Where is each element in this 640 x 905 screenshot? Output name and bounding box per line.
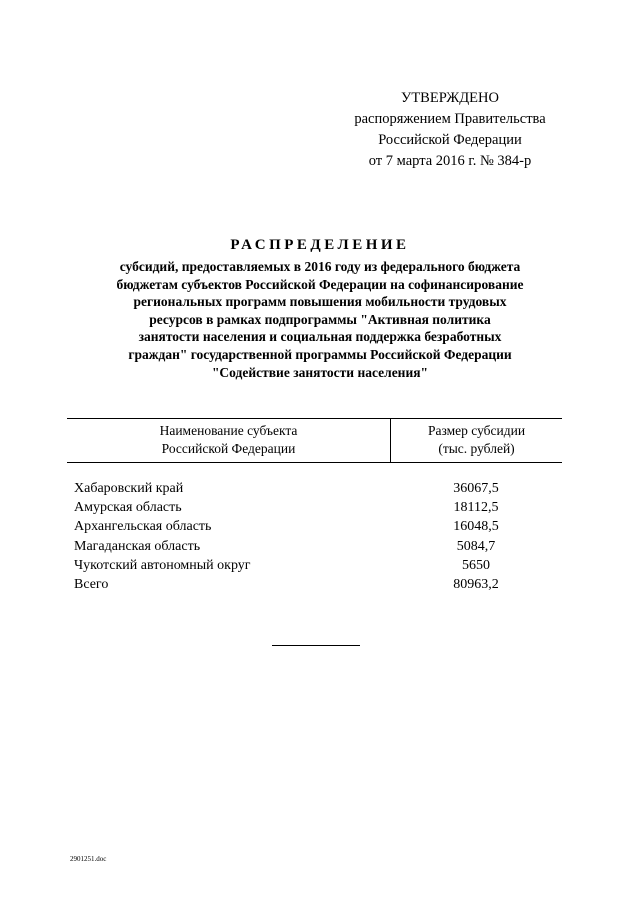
subsidy-table bbox=[67, 418, 562, 594]
table-row bbox=[67, 556, 562, 575]
table-header bbox=[67, 419, 562, 463]
document-title: РАСПРЕДЕЛЕНИЕ bbox=[230, 237, 410, 253]
approval-line-country: Российской Федерации bbox=[378, 132, 522, 148]
table-body bbox=[67, 463, 562, 594]
table-row-total bbox=[67, 575, 562, 594]
subtitle-line: занятости населения и социальная поддержка безработных bbox=[138, 329, 502, 345]
total-amount: 80963,2 bbox=[453, 576, 499, 592]
subsidy-amount: 5650 bbox=[462, 557, 490, 573]
table-row bbox=[67, 537, 562, 556]
subsidy-amount: 16048,5 bbox=[453, 519, 499, 535]
table-row bbox=[67, 498, 562, 517]
region-name: Чукотский автономный округ bbox=[74, 557, 251, 573]
approval-line-decree: распоряжением Правительства bbox=[354, 111, 546, 127]
column-header-amount-line1: Размер субсидии bbox=[427, 423, 526, 438]
subsidy-amount: 18112,5 bbox=[453, 500, 499, 516]
file-name-footer: 2901251.doc bbox=[70, 855, 107, 863]
region-name: Амурская область bbox=[74, 500, 182, 516]
subsidy-amount: 36067,5 bbox=[453, 481, 499, 496]
approval-stamp: УТВЕРЖДЕНО bbox=[401, 90, 499, 106]
region-name: Архангельская область bbox=[74, 519, 212, 535]
subsidy-amount: 5084,7 bbox=[456, 538, 496, 554]
column-header-region-line1: Наименование субъекта bbox=[159, 423, 298, 438]
table-row bbox=[67, 479, 562, 498]
end-of-document-rule bbox=[272, 645, 360, 646]
column-header-region bbox=[67, 419, 391, 462]
region-name: Магаданская область bbox=[74, 538, 201, 554]
column-header-region-line2: Российской Федерации bbox=[161, 441, 296, 456]
subtitle-line: субсидий, предоставляемых в 2016 году из федерального бюджета bbox=[119, 259, 521, 274]
subtitle-line: бюджетам субъектов Российской Федерации на софинансирование bbox=[116, 276, 524, 292]
table-row bbox=[67, 517, 562, 536]
subtitle-line: "Содействие занятости населения" bbox=[211, 364, 429, 380]
subtitle-line: ресурсов в рамках подпрограммы "Активная политика bbox=[149, 311, 491, 327]
subtitle-line: граждан" государственной программы Российской Федерации bbox=[128, 346, 512, 362]
column-header-amount bbox=[391, 419, 562, 462]
approval-line-date: от 7 марта 2016 г. № 384-р bbox=[368, 153, 532, 169]
region-name: Хабаровский край bbox=[74, 481, 184, 496]
total-label: Всего bbox=[74, 576, 109, 592]
document-subtitle bbox=[60, 258, 580, 381]
approval-block bbox=[330, 88, 570, 172]
subtitle-line: региональных программ повышения мобильности трудовых bbox=[133, 294, 507, 310]
column-header-amount-line2: (тыс. рублей) bbox=[438, 441, 515, 456]
